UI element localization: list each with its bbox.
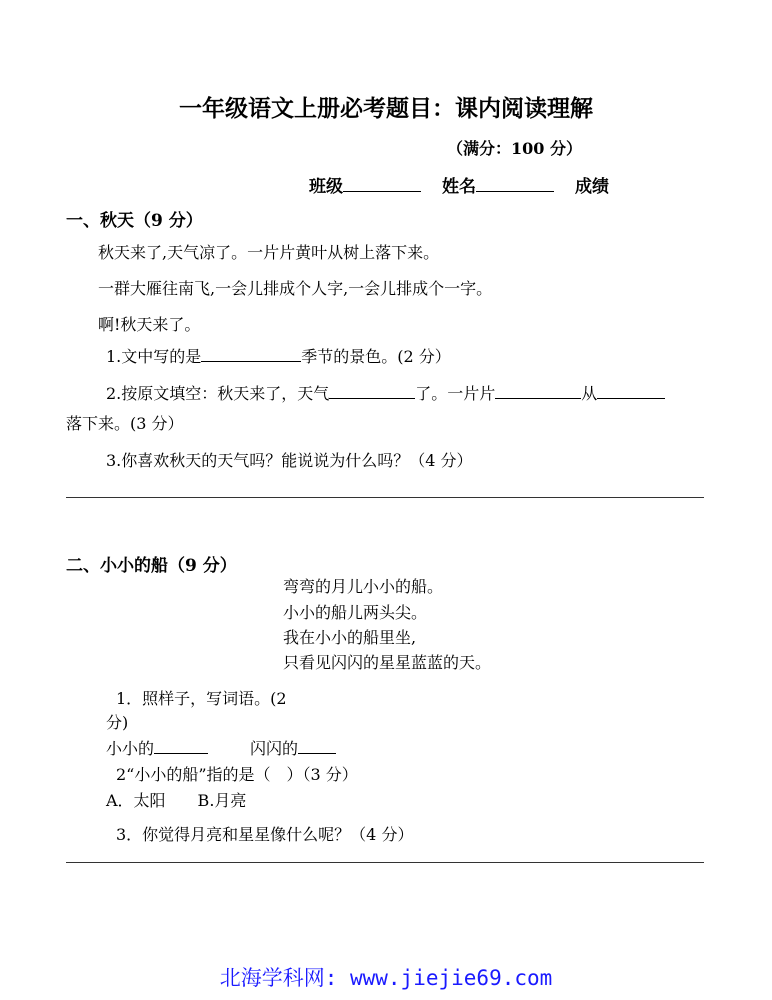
section1-heading: 一、秋天（9 分） <box>66 211 203 231</box>
score-label: 成绩 <box>575 177 609 197</box>
s1-q2-blank-1 <box>329 384 415 399</box>
s2-q1-item-b: 闪闪的 <box>250 736 336 759</box>
s2-question-1: 1．照样子，写词语。(2 <box>116 689 287 708</box>
class-field <box>309 172 421 197</box>
s2-poem-line-3: 我在小小的船里坐, <box>283 628 417 647</box>
section2-heading: 二、小小的船（9 分） <box>66 556 237 576</box>
s2-q1-blank-a <box>154 739 208 754</box>
s1-question-2-cont: 落下来。(3 分） <box>66 414 184 433</box>
full-score: （满分：100 分） <box>447 139 582 158</box>
s1-answer-line <box>66 497 704 498</box>
s2-answer-line <box>66 862 704 863</box>
s1-q1-blank <box>201 347 301 362</box>
name-label: 姓名 <box>442 177 476 197</box>
name-blank <box>476 177 554 192</box>
s2-question-3: 3．你觉得月亮和星星像什么呢？（4 分） <box>116 825 414 844</box>
name-field <box>442 172 554 197</box>
s1-question-3: 3.你喜欢秋天的天气吗？能说说为什么吗？（4 分） <box>106 451 473 470</box>
s1-passage-line-2: 一群大雁往南飞,一会儿排成个人字,一会儿排成个一字。 <box>98 279 493 298</box>
s1-question-2: 2.按原文填空：秋天来了，天气 了。一片片 从 <box>106 381 665 404</box>
s2-poem-line-1: 弯弯的月儿小小的船。 <box>283 577 444 596</box>
class-label: 班级 <box>309 177 343 197</box>
s2-question-2: 2“小小的船”指的是（ ）（3 分） <box>116 765 358 784</box>
s2-poem-line-2: 小小的船儿两头尖。 <box>283 603 428 622</box>
s1-q2-blank-2 <box>495 384 581 399</box>
s1-passage-line-1: 秋天来了,天气凉了。一片片黄叶从树上落下来。 <box>98 243 440 262</box>
class-blank <box>343 177 421 192</box>
s1-q2-blank-3 <box>597 384 665 399</box>
s2-q1-blank-b <box>298 739 336 754</box>
page-title: 一年级语文上册必考题目：课内阅读理解 <box>179 95 593 122</box>
s2-poem-line-4: 只看见闪闪的星星蓝蓝的天。 <box>283 653 492 672</box>
footer-watermark: 北海学科网: www.jiejie69.com <box>219 966 553 990</box>
s2-q1-item-a: 小小的 <box>106 736 208 759</box>
s1-passage-line-3: 啊!秋天来了。 <box>98 315 201 334</box>
s2-question-2-options: A．太阳 B.月亮 <box>106 791 247 810</box>
s1-question-1: 1.文中写的是 季节的景色。(2 分） <box>106 347 451 366</box>
s2-question-1-cont: 分) <box>106 713 129 732</box>
